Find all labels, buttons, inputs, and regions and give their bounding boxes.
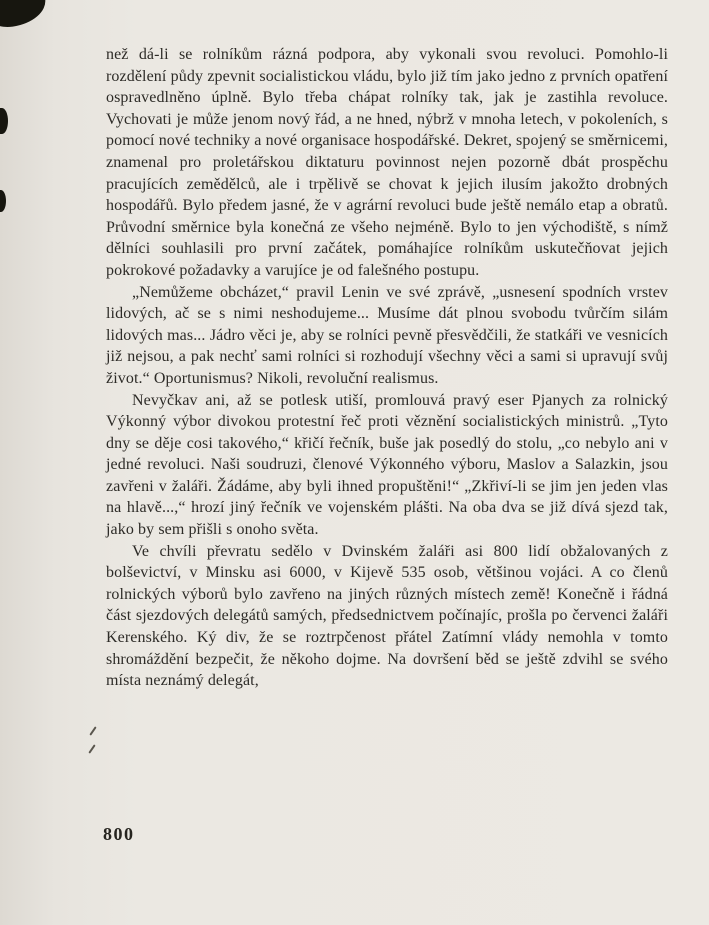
- paragraph: Nevyčkav ani, až se potlesk utiší, promlouvá pravý eser Pjanych za rolnický Výkonný výbor divokou protestní řeč proti věznění socialistických ministrů. „Tyto dny se děje cosi takového,“ křičí řečník, buše jak posedlý do stolu, „co nebylo ani v jedné revoluci. Naši soudruzi, členové Výkonného výboru, Maslov a Salazkin, jsou zavřeni v žaláři. Žádáme, aby byli ihned propuštěni!“ „Zkřiví-li se jim jen jeden vlas na hlavě...,“ hrozí jiný řečník ve vojenském plášti. Na oba dva se již dívá sjezd tak, jako by sem přišli s onoho světa.: [106, 391, 668, 539]
- pencil-mark: [88, 744, 95, 753]
- scan-artifact-left-edge: [0, 190, 6, 212]
- page-number: 800: [103, 824, 135, 844]
- page-text: [106, 44, 668, 692]
- paragraph: než dá-li se rolníkům rázná podpora, aby vykonali svou revoluci. Pomohlo-li rozdělení půdy zpevnit socialistickou vládu, bylo již tím jako jedno z prvních opatření ospravedlněno úplně. Bylo třeba chápat rolníky tak, jak je zastihla revoluce. Vychovati je může jenom nový řád, a ne hned, nýbrž v mnoha letech, v pokoleních, s pomocí nové techniky a nové organisace hospodářské. Dekret, spojený se směrnicemi, znamenal pro proletářskou diktaturu povinnost nejen pozorně dbát prospěchu pracujících zemědělců, ale i trpělivě se chovat k jejich ilusím jakožto drobných hospodářů. Bylo předem jasné, že v agrární revoluci bude ještě nemálo etap a obratů. Průvodní směrnice byla konečná ze všeho nejméně. Bylo to jen východiště, s nímž dělníci souhlasili pro první začátek, pomáhajíce rolníkům uskutečňovat jejich pokrokové požadavky a varujíce je od falešného postupu.: [106, 46, 668, 279]
- paragraph: „Nemůžeme obcházet,“ pravil Lenin ve své zprávě, „usnesení spodních vrstev lidových, ač se s nimi neshodujeme... Musíme dát plnou svobodu tvůrčím silám lidových mas... Jádro věci je, aby se rolníci pevně přesvědčili, že statkáři ve vesnicích již nejsou, a pak nechť sami rolníci si rozhodují všechny věci a sami si upravují svůj život.“ Oportunismus? Nikoli, revoluční realismus.: [106, 283, 668, 387]
- scan-artifact-left-edge: [0, 108, 8, 134]
- scan-artifact-top-left: [0, 0, 48, 30]
- pencil-mark: [89, 726, 96, 735]
- paragraph: Ve chvíli převratu sedělo v Dvinském žaláři asi 800 lidí obžalovaných z bolševictví, v Minsku asi 6000, v Kijevě 535 osob, většinou vojáci. A co členů rolnických výborů bylo zavřeno na jiných různých místech země! Konečně i řádná část sjezdových delegátů samých, předsednictvem počínajíc, prošla po červenci žaláři Kerenského. Ký div, že se roztrpčenost přátel Zatímní vlády nemohla v tomto shromáždění bezpečit, že někoho dojme. Na dovršení běd se ještě zdvihl se svého místa neznámý delegát,: [106, 542, 668, 690]
